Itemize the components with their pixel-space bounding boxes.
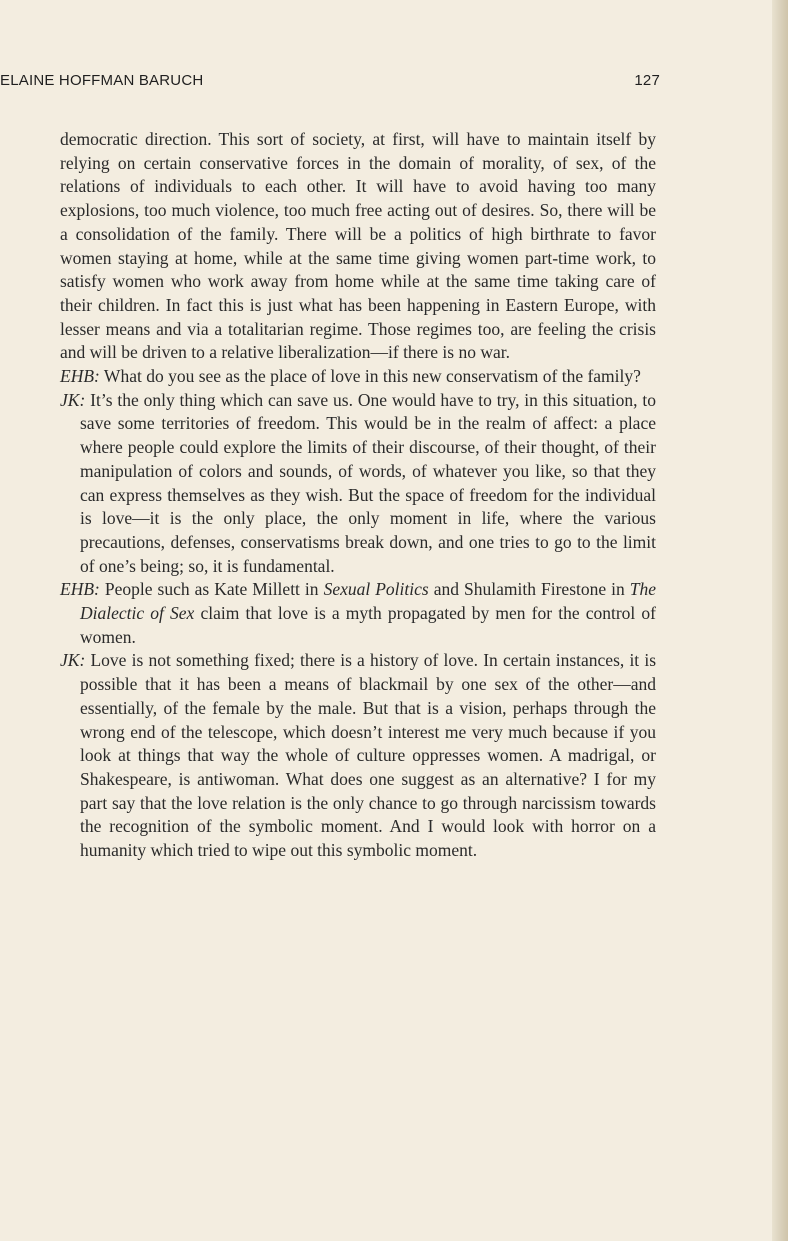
answer-jk-2 (60, 649, 656, 862)
question-ehb-1 (60, 365, 656, 389)
question-text-part: claim that love is a myth propagated by men for the control of women. (80, 603, 656, 647)
question-text-part: and Shulamith Firestone in (433, 579, 625, 600)
speaker-label: EHB: (60, 366, 100, 387)
answer-jk-1 (60, 389, 656, 579)
question-text: What do you see as the place of love in this new conservatism of the family? (103, 366, 641, 387)
body-text (60, 128, 656, 863)
book-title: The Dialectic of Sex (80, 579, 657, 624)
paragraph-continuation: democratic direction. This sort of society, at first, will have to maintain itself by relying on certain conservative forces in the domain of morality, of sex, of the relations of individuals to each other. It will have to avoid having too many explosions, too much violence, too much free acting out of desires. So, there will be a consolidation of the family. There will be a politics of high birthrate to favor women staying at home, while at the same time giving women part-time work, to satisfy women who work away from home while at the same time taking care of their children. In fact this is just what has been happening in Eastern Europe, with lesser means and via a totalitarian regime. Those regimes too, are feeling the crisis and will be driven to a relative liberalization—if there is no war. (60, 129, 656, 363)
speaker-label: JK: (60, 389, 86, 410)
book-title: Sexual Politics (323, 579, 429, 600)
answer-text: It’s the only thing which can save us. One would have to try, in this situation, to save some territories of freedom. This would be in the realm of affect: a place where people could explore the limits of their discourse, of their thought, of their manipulation of colors and sounds, of words, of whatever you like, so that they can express themselves as they wish. But the space of freedom for the individual is love—it is the only place, the only moment in life, where the various precautions, defenses, conservatisms break down, and one tries to go to the limit of one’s being; so, it is fundamental. (80, 389, 656, 576)
page-gutter-shadow (772, 0, 788, 1241)
speaker-label: EHB: (60, 579, 100, 600)
speaker-label: JK: (60, 650, 86, 671)
running-head (0, 72, 660, 96)
running-head-author: ELAINE HOFFMAN BARUCH (0, 72, 204, 89)
question-ehb-2 (60, 578, 656, 649)
answer-text: Love is not something fixed; there is a history of love. In certain instances, it is possible that it has been a means of blackmail by one sex of the other—and essentially, of the female by the male. But that is a vision, perhaps through the wrong end of the telescope, which doesn’t interest me very much because if you look at things that way the whole of culture oppresses women. A madrigal, or Shakespeare, is antiwoman. What does one suggest as an alternative? I for my part say that the love relation is the only chance to go through narcissism towards the recognition of the symbolic moment. And I would look with horror on a humanity which tried to wipe out this symbolic moment. (80, 650, 657, 861)
question-text-part: People such as Kate Millett in (104, 579, 319, 600)
page-number: 127 (634, 72, 660, 89)
